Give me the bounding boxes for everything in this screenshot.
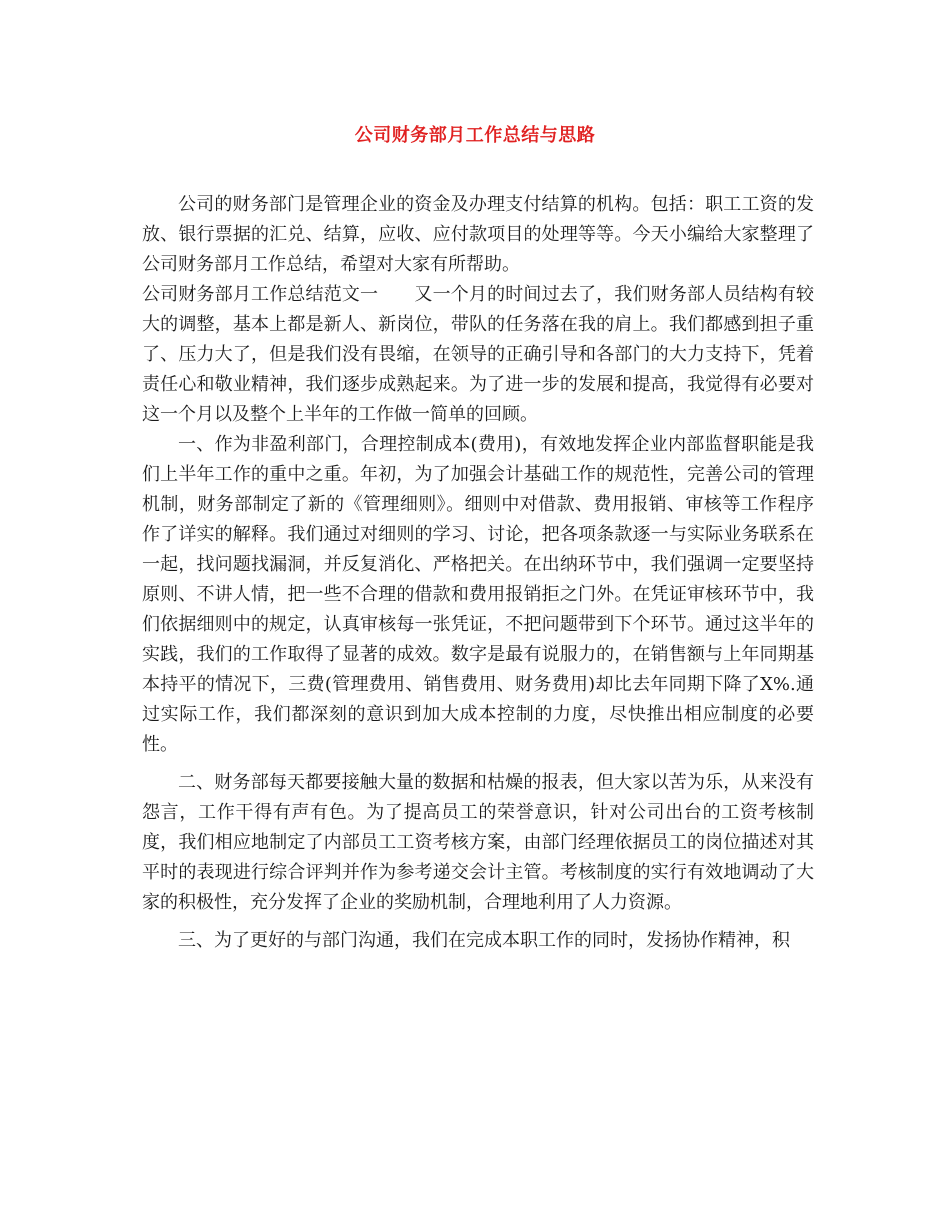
document-title: 公司财务部月工作总结与思路 [354,125,596,146]
section-heading: 公司财务部月工作总结范文一 [142,284,379,305]
section-intro-text: 又一个月的时间过去了，我们财务部人员结构有较大的调整，基本上都是新人、新岗位，带队的任务落在我的肩上。我们都感到担子重了、压力大了，但是我们没有畏缩，在领导的正确引导和各部门的大力支持下，凭着责任心和敬业精神，我们逐步成熟起来。为了进一步的发展和提高，我觉得有必要对这一个月以及整个上半年的工作做一简单的回顾。 [142,284,815,425]
point-one-paragraph: 一、作为非盈利部门，合理控制成本(费用)，有效地发挥企业内部监督职能是我们上半年工作的重中之重。年初，为了加强会计基础工作的规范性，完善公司的管理机制，财务部制定了新的《管理细则》。细则中对借款、费用报销、审核等工作程序作了详实的解释。我们通过对细则的学习、讨论，把各项条款逐一与实际业务联系在一起，找问题找漏洞，并反复消化、严格把关。在出纳环节中，我们强调一定要坚持原则、不讲人情，把一些不合理的借款和费用报销拒之门外。在凭证审核环节中，我们依据细则中的规定，认真审核每一张凭证，不把问题带到下个环节。通过这半年的实践，我们的工作取得了显著的成效。数字是最有说服力的，在销售额与上年同期基本持平的情况下，三费(管理费用、销售费用、财务费用)却比去年同期下降了X%.通过实际工作，我们都深刻的意识到加大成本控制的力度，尽快推出相应制度的必要性。 [142,434,814,755]
point-two-paragraph: 二、财务部每天都要接触大量的数据和枯燥的报表，但大家以苦为乐，从来没有怨言，工作干得有声有色。为了提高员工的荣誉意识，针对公司出台的工资考核制度，我们相应地制定了内部员工工资考核方案，由部门经理依据员工的岗位描述对其平时的表现进行综合评判并作为参考递交会计主管。考核制度的实行有效地调动了大家的积极性，充分发挥了企业的奖励机制，合理地利用了人力资源。 [142,772,814,913]
intro-paragraph: 公司的财务部门是管理企业的资金及办理支付结算的机构。包括：职工工资的发放、银行票据的汇兑、结算，应收、应付款项目的处理等等。今天小编给大家整理了公司财务部月工作总结，希望对大家有所帮助。 [142,194,814,275]
point-three-paragraph: 三、为了更好的与部门沟通，我们在完成本职工作的同时，发扬协作精神，积 [178,930,790,951]
document-body [142,190,814,956]
section-paragraph [142,280,814,430]
